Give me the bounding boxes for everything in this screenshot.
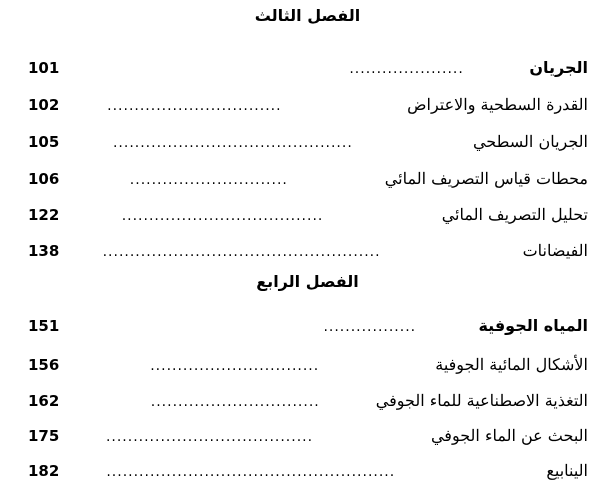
page-number: 138 [28,242,60,260]
entry-title: تحليل التصريف المائي [441,205,588,224]
entry-title: الجريان السطحي [472,132,588,151]
dot-leader: ............................. [129,172,288,188]
toc-entry [28,167,588,191]
page-number: 106 [28,170,60,188]
page-number: 101 [28,59,60,77]
page-number: 122 [28,206,60,224]
dot-leader: ..................................... [121,208,324,224]
entry-title: التغذية الاصطناعية للماء الجوفي [375,391,588,410]
entry-title: الفيضانات [522,241,588,260]
toc-entry [28,93,588,117]
page-number: 182 [28,462,60,480]
chapter-4-heading: الفصل الرابع [256,272,359,291]
toc-entry [28,389,588,413]
entry-title: الجريان [529,58,588,77]
dot-leader: ............................................ [112,135,353,151]
toc-entry [28,459,588,483]
page-number: 175 [28,427,60,445]
dot-leader: ................................................... [102,244,381,260]
toc-main-entry-chapter-4 [28,314,588,338]
dot-leader: ...................................... [105,429,314,445]
entry-title: الأشكال المائية الجوفية [435,355,588,374]
entry-title: المياه الجوفية [478,316,588,335]
toc-entry [28,424,588,448]
entry-title: الينابيع [546,461,588,480]
dot-leader: ................................ [107,98,282,114]
page-number: 162 [28,392,60,410]
page-number: 105 [28,133,60,151]
toc-main-entry-chapter-3 [28,56,588,80]
dot-leader: ..................... [349,61,464,77]
page-number: 156 [28,356,60,374]
dot-leader: ............................... [150,394,320,410]
toc-entry [28,130,588,154]
toc-entry [28,353,588,377]
entry-title: القدرة السطحية والاعتراض [407,95,588,114]
toc-entry [28,239,588,263]
page-number: 102 [28,96,60,114]
toc-entry [28,203,588,227]
chapter-3-heading: الفصل الثالث [254,6,361,25]
page-number: 151 [28,317,60,335]
dot-leader: ............................... [150,358,320,374]
entry-title: البحث عن الماء الجوفي [430,426,588,445]
dot-leader: ..................................................... [106,464,396,480]
entry-title: محطات قياس التصريف المائي [384,169,588,188]
dot-leader: ................. [323,319,417,335]
